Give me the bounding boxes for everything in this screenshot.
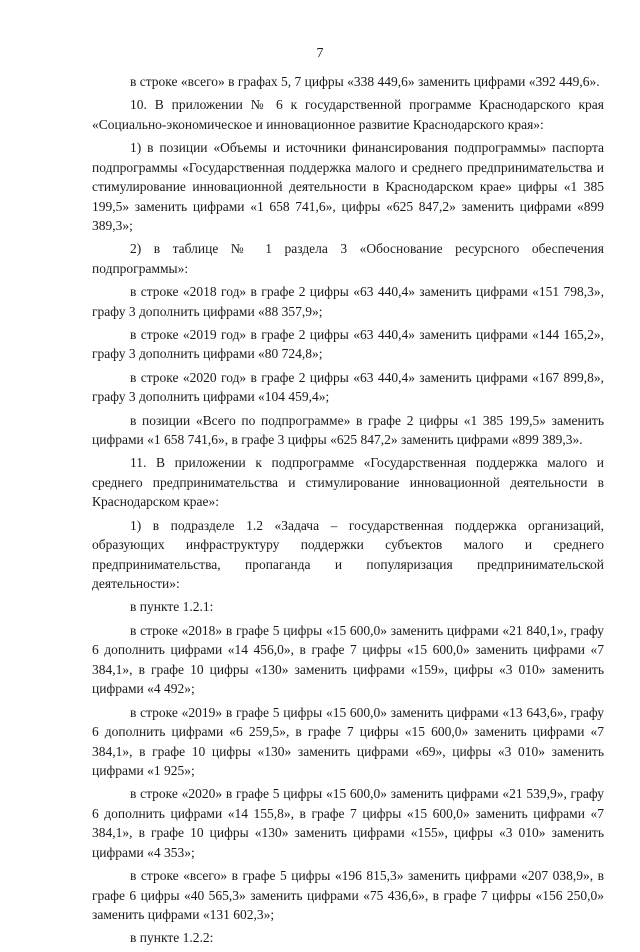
paragraph: в строке «всего» в графах 5, 7 цифры «338 449,6» заменить цифрами «392 449,6».	[130, 74, 600, 89]
paragraph: в строке «2018 год» в графе 2 цифры «63 440,4» заменить цифрами «151 798,3», графу 3 дополнить цифрами «88 357,9»;	[92, 284, 604, 319]
paragraph: 10. В приложении № 6 к государственной программе Краснодарского края «Социально-экономическое и инновационное развитие Краснодарского края»:	[92, 97, 604, 132]
page-number: 7	[316, 46, 324, 61]
paragraph: в строке «всего» в графе 5 цифры «196 815,3» заменить цифрами «207 038,9», в графе 6 цифры «40 565,3» заменить цифрами «75 436,6», в графе 7 цифры «156 250,0» заменить цифрами «131 602,3»;	[92, 868, 604, 923]
document-body	[92, 72, 604, 952]
paragraph: 1) в подразделе 1.2 «Задача – государственная поддержка организаций, образующих инфраструктуру поддержки субъектов малого и среднего предпринимательства, пропаганда и популяризация предпринимательской деятельности»:	[92, 517, 604, 592]
paragraph: в строке «2020» в графе 5 цифры «15 600,0» заменить цифрами «21 539,9», графу 6 дополнить цифрами «14 155,8», в графе 7 цифры «15 600,0» заменить цифрами «7 384,1», в графе 10 цифры «130» заменить цифрами «155», цифры «3 010» заменить цифрами «4 353»;	[92, 786, 604, 860]
paragraph: 2) в таблице № 1 раздела 3 «Обоснование ресурсного обеспечения подпрограммы»:	[92, 241, 604, 276]
paragraph: в строке «2018» в графе 5 цифры «15 600,0» заменить цифрами «21 840,1», графу 6 дополнить цифрами «14 456,0», в графе 7 цифры «15 600,0» заменить цифрами «7 384,1», в графе 10 цифры «130» заменить цифрами «159», цифры «3 010» заменить цифрами «4 492»;	[92, 622, 604, 697]
paragraph: в позиции «Всего по подпрограмме» в графе 2 цифры «1 385 199,5» заменить цифрами «1 658 741,6», в графе 3 цифры «625 847,2» заменить цифрами «899 389,3».	[92, 412, 604, 448]
paragraph: 1) в позиции «Объемы и источники финансирования подпрограммы» паспорта подпрограммы «Государственная поддержка малого и среднего предпринимательства и стимулирование инновационной деятельности в Краснодарском крае» цифры «1 385 199,5» заменить цифрами «1 658 741,6», цифры «625 847,2» заменить цифрами «899 389,3»;	[92, 140, 604, 234]
paragraph: в пункте 1.2.1:	[130, 599, 214, 615]
paragraph: 11. В приложении к подпрограмме «Государственная поддержка малого и среднего предпринимательства и стимулирование инновационной деятельности в Краснодарском крае»:	[92, 455, 604, 510]
paragraph: в строке «2019 год» в графе 2 цифры «63 440,4» заменить цифрами «144 165,2», графу 3 дополнить цифрами «80 724,8»;	[92, 326, 604, 362]
paragraph: в пункте 1.2.2:	[130, 930, 214, 946]
paragraph: в строке «2020 год» в графе 2 цифры «63 440,4» заменить цифрами «167 899,8», графу 3 дополнить цифрами «104 459,4»;	[92, 369, 604, 405]
paragraph: в строке «2019» в графе 5 цифры «15 600,0» заменить цифрами «13 643,6», графу 6 дополнить цифрами «6 259,5», в графе 7 цифры «15 600,0» заменить цифрами «7 384,1», в графе 10 цифры «130» заменить цифрами «69», цифры «3 010» заменить цифрами «1 925»;	[92, 704, 604, 779]
